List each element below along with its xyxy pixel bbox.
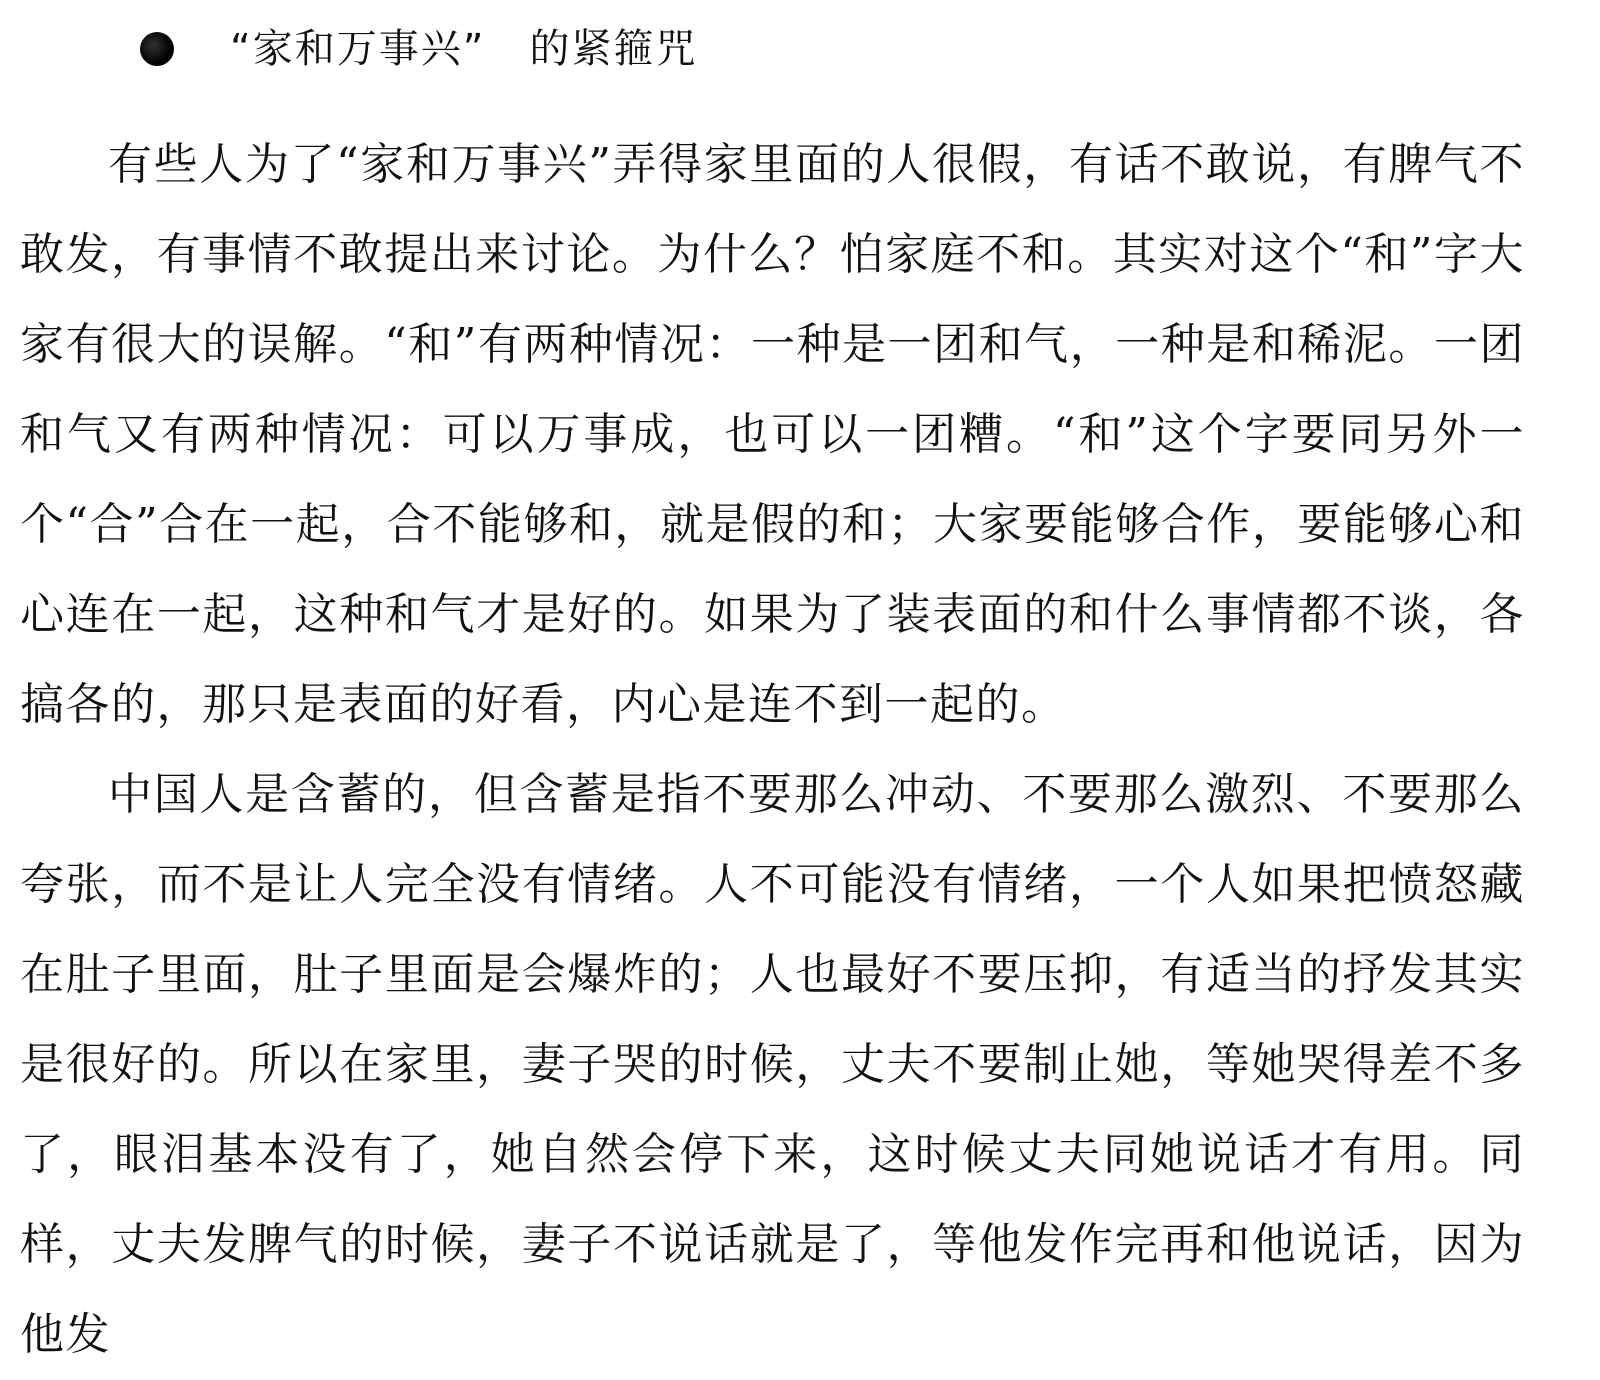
section-heading (140, 14, 697, 84)
paragraph-1: 有些人为了“家和万事兴”弄得家里面的人很假，有话不敢说，有脾气不敢发，有事情不敢提出来讨论。为什么？怕家庭不和。其实对这个“和”字大家有很大的误解。“和”有两种情况：一种是一团和气，一种是和稀泥。一团和气又有两种情况：可以万事成，也可以一团糟。“和”这个字要同另外一个“合”合在一起，合不能够和，就是假的和；大家要能够合作，要能够心和心连在一起，这种和气才是好的。如果为了装表面的和什么事情都不谈，各搞各的，那只是表面的好看，内心是连不到一起的。 (20, 139, 1525, 730)
body-text (20, 120, 1525, 1380)
heading-quoted-title: “家和万事兴” (230, 26, 486, 72)
bullet-icon (140, 32, 174, 66)
paragraph-2: 中国人是含蓄的，但含蓄是指不要那么冲动、不要那么激烈、不要那么夸张，而不是让人完全没有情绪。人不可能没有情绪，一个人如果把愤怒藏在肚子里面，肚子里面是会爆炸的；人也最好不要压抑，有适当的抒发其实是很好的。所以在家里，妻子哭的时候，丈夫不要制止她，等她哭得差不多了，眼泪基本没有了，她自然会停下来，这时候丈夫同她说话才有用。同样，丈夫发脾气的时候，妻子不说话就是了，等他发作完再和他说话，因为他发 (20, 769, 1525, 1360)
heading-suffix: 的紧箍咒 (529, 26, 698, 72)
